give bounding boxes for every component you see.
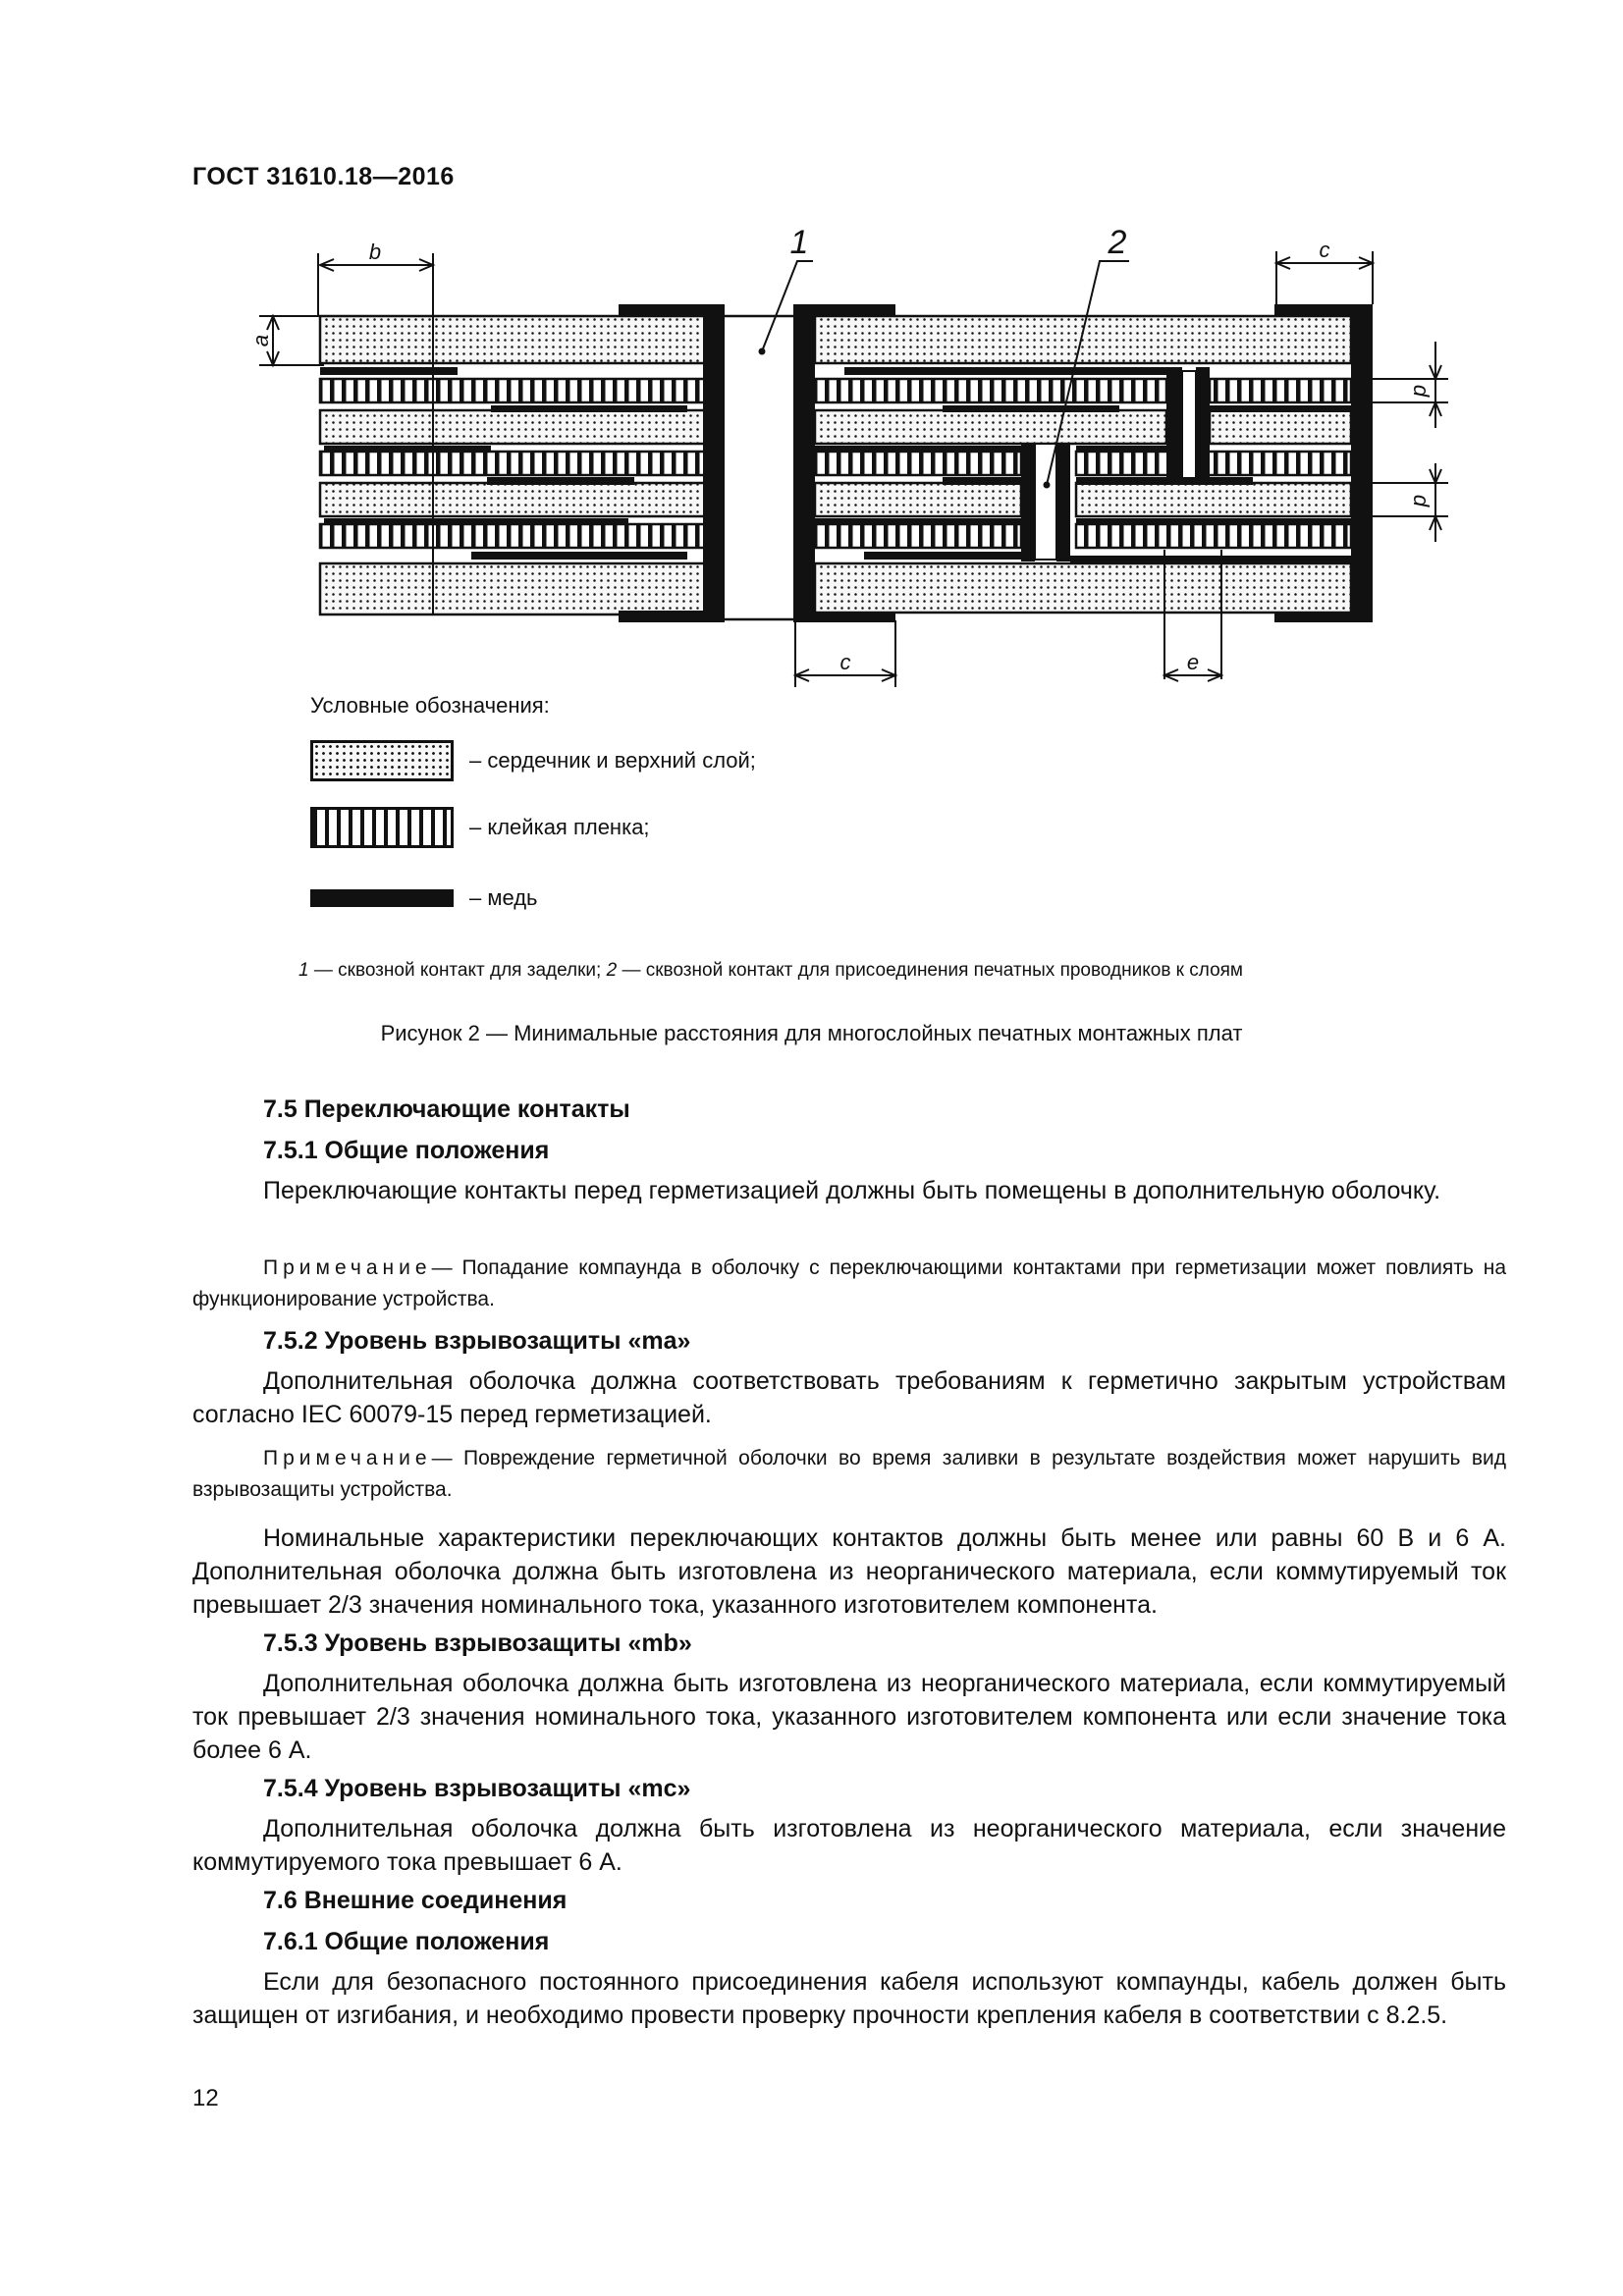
hatch-swatch xyxy=(310,807,454,848)
note-number: 2 xyxy=(606,960,618,981)
legend-item-label: – клейкая пленка; xyxy=(469,815,650,839)
dim-c-top-label: c xyxy=(1319,238,1330,262)
heading-7-5: 7.5 Переключающие контакты xyxy=(263,1095,630,1123)
dim-d-lower-label: d xyxy=(1409,494,1434,507)
dim-c-bottom-label: c xyxy=(839,650,851,674)
paragraph: Дополнительная оболочка должна быть изготовлена из неорганического материала, если значение коммутируемого тока превышает 6 А. xyxy=(192,1815,1506,1876)
callout-2-label: 2 xyxy=(1108,224,1127,261)
paragraph: Если для безопасного постоянного присоединения кабеля используют компаунды, кабель должен быть защищен от изгибания, и необходимо провести проверку прочности крепления кабеля в соответствии с 8.2.5. xyxy=(192,1968,1506,2029)
left-board xyxy=(320,257,725,622)
figure-caption: Рисунок 2 — Минимальные расстояния для многослойных печатных монтажных плат xyxy=(380,1021,1243,1045)
heading-7-5-4: 7.5.4 Уровень взрывозащиты «mc» xyxy=(263,1775,691,1802)
dim-d-upper-label: d xyxy=(1409,384,1434,398)
right-board xyxy=(793,304,1373,679)
heading-7-6-1: 7.6.1 Общие положения xyxy=(263,1928,550,1955)
note-number: 1 xyxy=(298,960,309,981)
heading-7-5-3: 7.5.3 Уровень взрывозащиты «mb» xyxy=(263,1629,692,1657)
solid-swatch xyxy=(310,889,454,907)
heading-7-5-1: 7.5.1 Общие положения xyxy=(263,1137,550,1164)
legend-title: Условные обозначения: xyxy=(310,693,550,718)
callout-1-label: 1 xyxy=(789,224,809,261)
note: Примечание— Повреждение герметичной оболочки во время заливки в результате воздействия может нарушить вид взрывозащиты устройства. xyxy=(192,1447,1506,1501)
pcb-cross-section-figure xyxy=(0,0,1623,982)
note-text: — сквозной контакт для заделки; xyxy=(308,960,607,981)
dim-b-label: b xyxy=(368,240,382,264)
heading-7-6: 7.6 Внешние соединения xyxy=(263,1887,568,1914)
legend-item-label: – медь xyxy=(469,885,538,910)
document-header: ГОСТ 31610.18—2016 xyxy=(192,163,455,190)
paragraph: Дополнительная оболочка должна быть изготовлена из неорганического материала, если коммутируемый ток превышает 2/3 значения номинального тока, указанного изготовителем компонента или если значение тока более 6 А. xyxy=(192,1670,1506,1764)
figure-notes xyxy=(298,960,1243,982)
legend-item-label: – сердечник и верхний слой; xyxy=(469,748,756,773)
paragraph: Переключающие контакты перед герметизацией должны быть помещены в дополнительную оболочку. xyxy=(263,1177,1441,1204)
note-text: — сквозной контакт для присоединения печатных проводников к слоям xyxy=(617,960,1243,981)
note: Примечание— Попадание компаунда в оболочку с переключающими контактами при герметизации может повлиять на функционирование устройства. xyxy=(192,1256,1506,1310)
page-number: 12 xyxy=(192,2085,219,2111)
heading-7-5-2: 7.5.2 Уровень взрывозащиты «ma» xyxy=(263,1327,691,1355)
paragraph: Номинальные характеристики переключающих контактов должны быть менее или равны 60 В и 6 А. Дополнительная оболочка должна быть изготовлена из неорганического материала, если коммутируемый ток превышает 2/3 значения номинального тока, указанного изготовителем компонента. xyxy=(192,1524,1506,1619)
dim-a-label: a xyxy=(248,334,273,347)
paragraph: Дополнительная оболочка должна соответствовать требованиям к герметично закрытым устройствам согласно IEC 60079-15 перед герметизацией. xyxy=(192,1367,1506,1428)
dim-e-label: e xyxy=(1186,650,1200,674)
dotted-swatch xyxy=(310,740,454,781)
